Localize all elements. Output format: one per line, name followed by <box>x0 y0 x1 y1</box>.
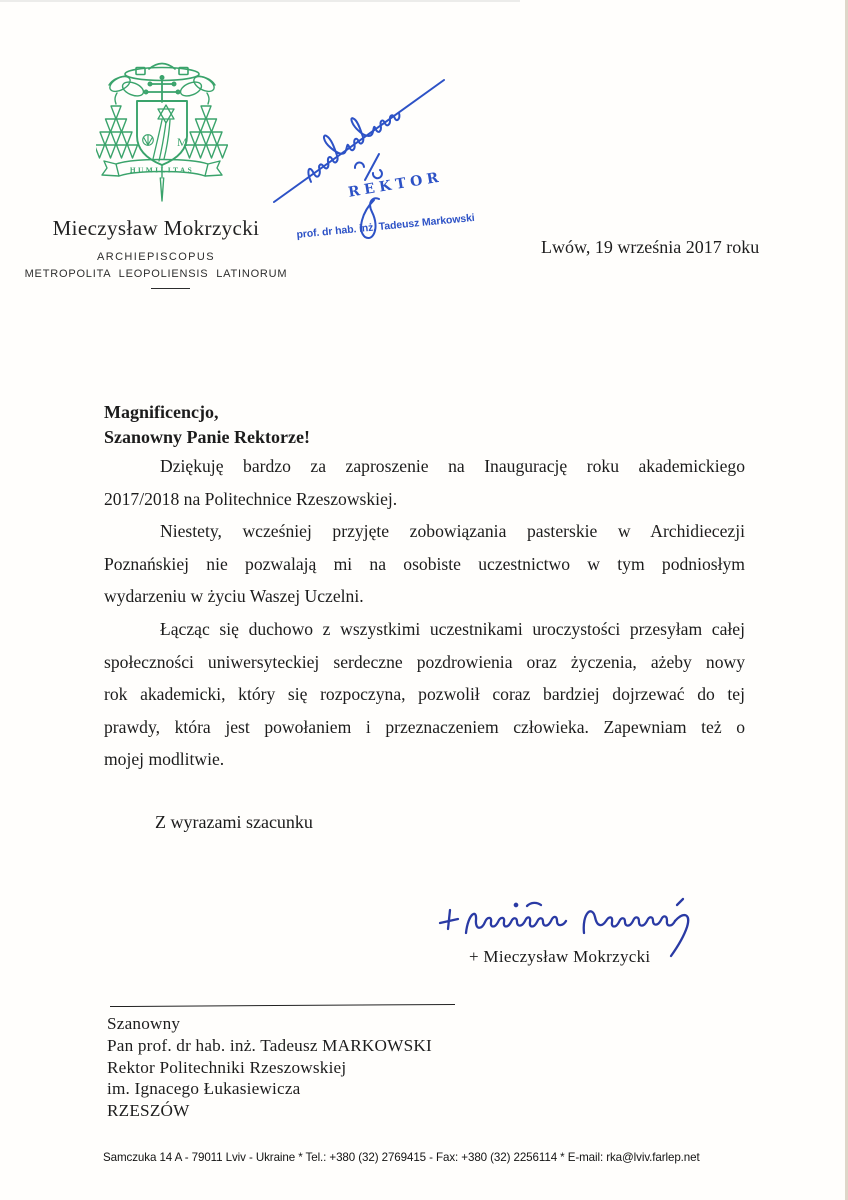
scan-edge-artifact <box>0 0 520 2</box>
note-initials <box>355 154 382 180</box>
marian-monogram: M <box>177 135 188 149</box>
signature-flourish <box>671 915 688 956</box>
body-line: rok akademicki, który się rozpoczyna, pozwolił coraz bardziej dojrzewać do tej <box>104 684 745 705</box>
addressee-line: Szanowny <box>107 1014 181 1033</box>
printed-signature-name: + Mieczysław Mokrzycki <box>469 947 651 966</box>
coat-of-arms-art <box>96 64 228 202</box>
body-line: 2017/2018 na Politechnice Rzeszowskiej. <box>104 488 398 509</box>
crest-shield <box>137 101 187 165</box>
closing-line: Z wyrazami szacunku <box>155 812 313 832</box>
body-line: społeczności uniwersyteckiej serdeczne pozdrowienia oraz życzenia, ażeby nowy <box>104 651 745 672</box>
salutation-line: Magnificencjo, <box>104 402 219 422</box>
sender-title-1: ARCHIEPISCOPUS <box>96 251 215 263</box>
sender-title-2: METROPOLITA LEOPOLIENSIS LATINORUM <box>24 268 288 280</box>
rektor-stamp-name: prof. dr hab. inż. Tadeusz Markowski <box>296 211 476 241</box>
addressee-divider <box>110 1004 455 1007</box>
motto-text: HUMILITAS <box>129 165 195 175</box>
comet-star-icon <box>153 105 174 161</box>
body-line: mojej modlitwie. <box>104 749 225 770</box>
note-cursive-word <box>294 95 404 182</box>
letterhead-divider <box>151 288 190 289</box>
rektor-stamp-title: REKTOR <box>347 169 445 201</box>
footer-contact-line: Samczuka 14 A - 79011 Lviv - Ukraine * Tel.: +380 (32) 2769415 - Fax: +380 (32) 2256114 * E-mail: rka@lviv.farlep.net <box>103 1151 700 1164</box>
sender-name: Mieczysław Mokrzycki <box>52 216 260 240</box>
signature-word-2 <box>584 911 675 933</box>
letter-body <box>104 400 745 776</box>
body-line: Niestety, wcześniej przyjęte zobowiązania pasterskie w Archidiecezji <box>160 521 745 542</box>
signature-cross-mark <box>440 910 458 929</box>
salutation-line: Szanowny Panie Rektorze! <box>104 427 310 447</box>
body-line: Poznańskiej nie pozwalają mi na osobiste uczestnictwo w tym podniosłym <box>104 553 745 574</box>
signature-word-1 <box>466 914 566 933</box>
addressee-line: RZESZÓW <box>107 1101 190 1121</box>
addressee-line: Pan prof. dr hab. inż. Tadeusz MARKOWSKI <box>107 1035 432 1055</box>
addressee-block <box>107 1013 432 1122</box>
addressee-line: im. Ignacego Łukasiewicza <box>107 1079 301 1099</box>
date-line: Lwów, 19 września 2017 roku <box>541 237 760 257</box>
addressee-line: Rektor Politechniki Rzeszowskiej <box>107 1057 347 1077</box>
episcopal-coat-of-arms <box>96 62 228 208</box>
body-line: prawdy, która jest powołaniem i przeznaczeniem człowieka. Zapewniam też o <box>104 716 745 737</box>
body-line: wydarzeniu w życiu Waszej Uczelni. <box>104 586 364 607</box>
scallop-shell-icon <box>143 135 154 146</box>
body-line: Łącząc się duchowo z wszystkimi uczestnikami uroczystości przesyłam całej <box>160 618 745 639</box>
body-line: Dziękuję bardzo za zaproszenie na Inaugurację roku akademickiego <box>160 456 745 476</box>
